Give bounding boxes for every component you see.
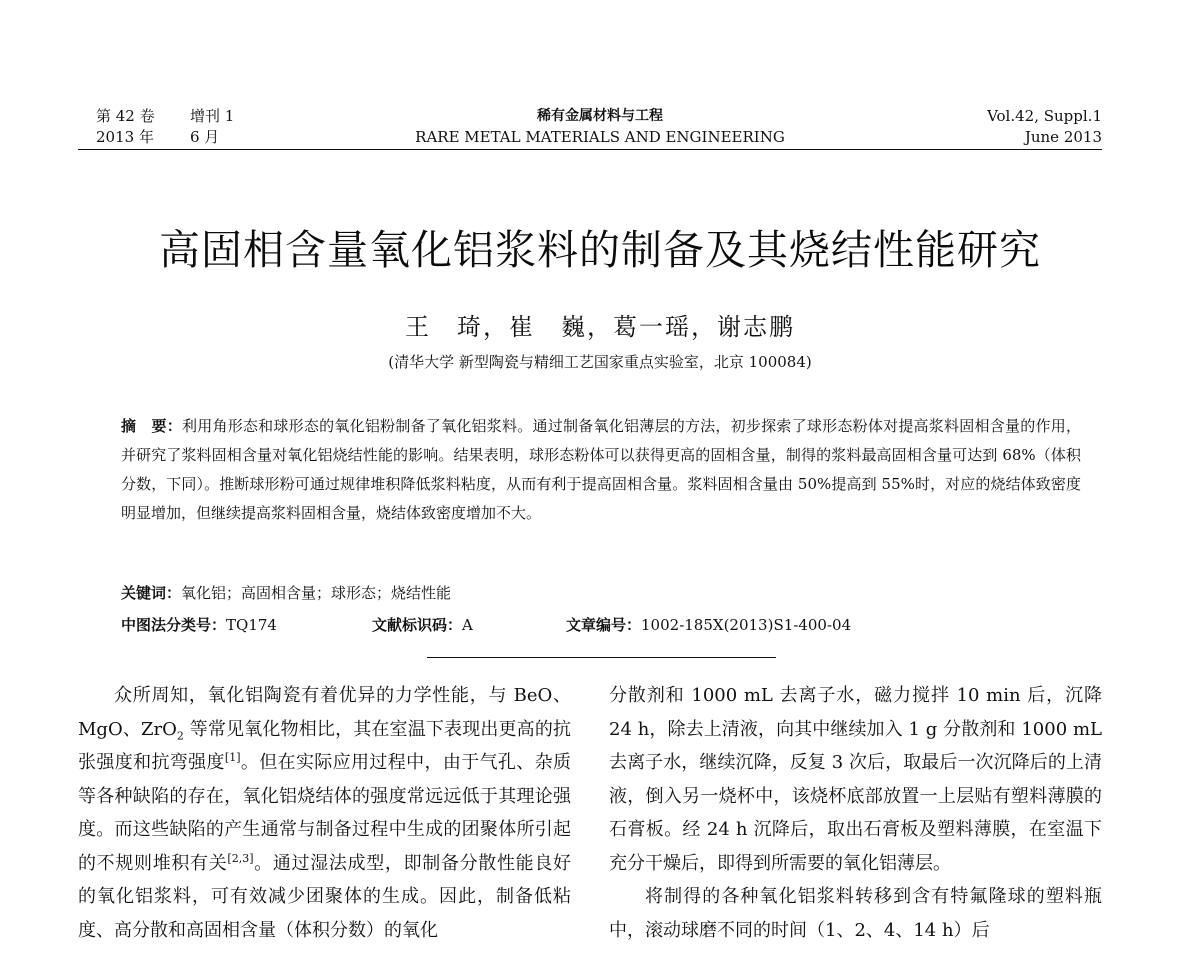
clc-label: 中图法分类号：	[121, 616, 227, 634]
citation-ref: [2,3]	[227, 851, 254, 865]
author-list: 王 琦，崔 巍，葛一瑶，谢志鹏	[405, 313, 795, 341]
doc-value: A	[462, 616, 473, 634]
article-number-value: 1002-185X(2013)S1-400-04	[641, 616, 852, 634]
milling-paragraph: 将制得的各种氧化铝浆料转移到含有特氟隆球的塑料瓶中，滚动球磨不同的时间（1、2、4、14 h）后	[609, 886, 1102, 941]
doc-label: 文献标识码：	[372, 616, 463, 634]
volume-label: 第 42 卷	[96, 107, 155, 125]
issue-label: 增刊 1	[190, 107, 235, 125]
body-right-column	[609, 679, 1102, 947]
body-left-column	[78, 679, 571, 947]
affiliation: (清华大学 新型陶瓷与精细工艺国家重点实验室，北京 100084)	[388, 353, 812, 371]
article-number	[566, 615, 851, 635]
paper-title: 高固相含量氧化铝浆料的制备及其烧结性能研究	[159, 226, 1041, 274]
abstract-text: 利用角形态和球形态的氧化铝粉制备了氧化铝浆料。通过制备氧化铝薄层的方法，初步探索了球形态粉体对提高浆料固相含量的作用，并研究了浆料固相含量对氧化铝烧结性能的影响。结果表明，球形态粉体可以获得更高的固相含量，制得的浆料最高固相含量可达到 68%（体积分数，下同）。推断球形粉可通过规律堆积降低浆料粘度，从而有利于提高固相含量。浆料固相含量由 50%提高到 55%时，对应的烧结体致密度明显增加，但继续提高浆料固相含量，烧结体致密度增加不大。	[121, 417, 1081, 522]
subscript: 2	[176, 729, 184, 743]
abstract	[121, 412, 1081, 528]
year-label: 2013 年	[96, 128, 154, 146]
clc-value: TQ174	[226, 616, 277, 634]
body-text: 等常见氧化物相比，其在室温下表现出更高的抗张强度和抗弯强度	[78, 718, 571, 773]
journal-title-en: RARE METAL MATERIALS AND ENGINEERING	[415, 128, 785, 146]
keywords-label: 关键词：	[121, 584, 182, 602]
date-en: June 2013	[1024, 128, 1102, 146]
journal-title-cn: 稀有金属材料与工程	[537, 108, 663, 124]
month-label: 6 月	[190, 128, 220, 146]
volume-en: Vol.42, Suppl.1	[987, 107, 1102, 125]
article-number-label: 文章编号：	[566, 616, 642, 634]
abstract-label: 摘 要：	[121, 417, 182, 435]
citation-ref: [1]	[224, 751, 241, 764]
body-text: 。通过湿法成型，即制备分散性能良好的氧化铝浆料，可有效减少团聚体的生成。因此，制备低粘度、高分散和高固相含量（体积分数）的氧化	[78, 852, 572, 941]
clc-code	[121, 615, 277, 635]
doc-code	[372, 615, 473, 635]
method-paragraph: 分散剂和 1000 mL 去离子水，磁力搅拌 10 min 后，沉降 24 h，除去上清液，向其中继续加入 1 g 分散剂和 1000 mL 去离子水，继续沉降，反复 3 次后，取最后一次沉降后的上清液，倒入另一烧杯中，该烧杯底部放置一上层贴有塑料薄膜的石膏板。经 24 h 沉降后，取出石膏板及塑料薄膜，在室温下充分干燥后，即得到所需要的氧化铝薄层。	[609, 685, 1102, 874]
body-text: 。但在实际应用过程中，由于气孔、杂质等各种缺陷的存在，氧化铝烧结体的强度常远远低于其理论强度。而这些缺陷的产生通常与制备过程中生成的团聚体所引起的不规则堆积有关	[78, 752, 572, 874]
keywords-text: 氧化铝；高固相含量；球形态；烧结性能	[181, 584, 452, 602]
section-separator	[427, 657, 776, 658]
body-text: 众所周知，氧化铝陶瓷有着优异的力学性能，与 BeO、MgO、ZrO	[78, 685, 571, 740]
header-rule	[78, 149, 1102, 150]
intro-paragraph	[78, 679, 571, 947]
keywords	[121, 583, 451, 603]
